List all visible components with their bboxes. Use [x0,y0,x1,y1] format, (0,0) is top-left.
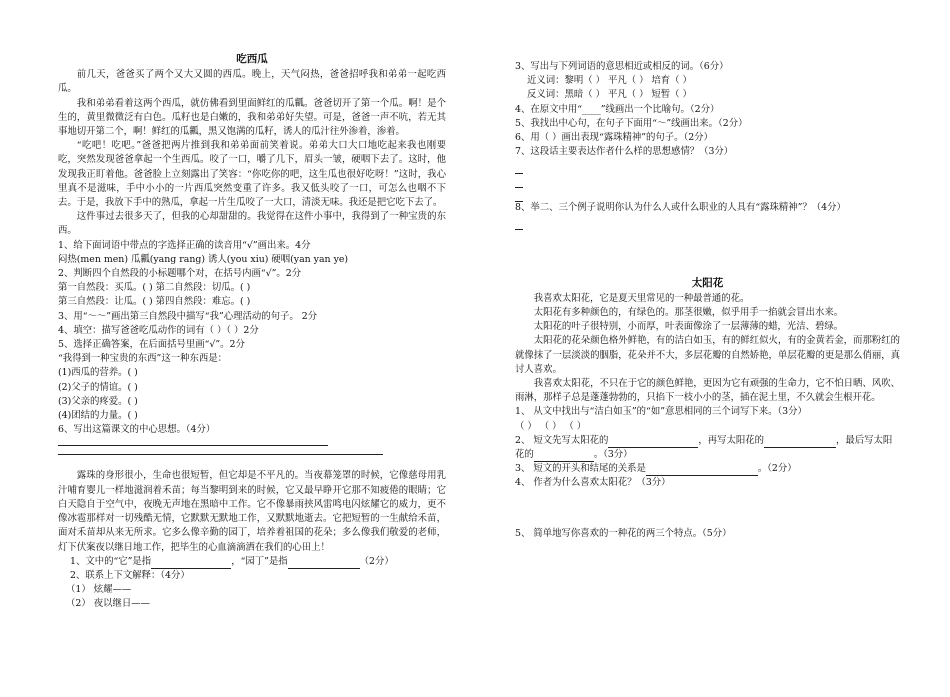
answer-blank[interactable] [151,556,231,569]
question-line: 1、文中的“它”是指 ，“园丁”是指 （2分） [58,555,446,569]
question-line: 闷热(men men) 瓜瓤(yang rang) 诱人(you xiu) 硬咽(yan yan ye) [58,253,349,265]
answer-dash[interactable] [515,173,900,187]
question-line: 反义词：黑暗（ ） 平凡（ ） 短暂（ ） [527,89,692,101]
passage3-paragraph: 太阳花的花朵颜色格外鲜艳，有的洁白如玉，有的鲜红似火，有的金黄若金，而那粉红的就像抹了一层淡淡的胭脂，花朵并不大，多层花瓣的自然娇艳，单层花瓣的更是那么俏丽，真讨人喜欢。 [515,335,900,375]
question-line: 4、填空：描写爸爸吃瓜动作的词有（ ）（ ）2分 [58,324,259,336]
question-line: 3、 短文的开头和结尾的关系是 。（2分） [515,462,900,476]
question-line: 5、选择正确答案，在后面括号里画“√”。2分 [58,339,245,351]
question-line: “我得到一种宝贵的东西”这一种东西是： [58,353,227,365]
option-line: (2)父子的情谊。( ) [58,381,138,393]
left-column [58,52,446,612]
question-line: 6、写出这篇课文的中心思想。（4分） [58,424,216,436]
right-column [515,60,900,541]
passage2-paragraph: 露珠的身形很小，生命也很短暂，但它却是不平凡的。当夜幕笼罩的时候，它像慈母用乳汁哺育婴儿一样地滋润着禾苗；每当黎明到来的时候，它又最早睁开它那不知疲倦的眼睛；它白天隐自于空气中，夜晚无声地在黑暗中工作。它不像暴雨挟风雷鸣电闪炫耀它的威力，更不像冰雹那样对一切残酷无情，它默默无默地工作，又默默地逝去。它把短暂的一生献给禾苗，面对禾苗却从来无所求。它多么像辛勤的园丁，培养着祖国的花朵；多么像我们敬爱的老师，灯下伏案夜以继日地工作，把毕生的心血滴滴洒在我们的心田上！ [58,470,446,553]
question-line: 2、判断四个自然段的小标题哪个对，在括号内画“√”。2分 [58,268,302,280]
passage3-paragraph: 我喜欢太阳花，它是夏天里常见的一种最普通的花。 [533,292,750,304]
answer-rule[interactable] [58,446,383,455]
passage-title-tai-yang-hua: 太阳花 [691,276,724,289]
question-line: 花的 。（3分） [515,448,900,462]
question-line: 8、举二、三个例子说明你认为什么人或什么职业的人具有“露珠精神”？（4分） [515,202,846,214]
passage1-paragraph: 这件事过去很多天了，但我的心却甜甜的。我觉得在这件小事中，我得到了一种宝贵的东西。 [58,211,446,237]
question-line: 1、 从文中找出与“洁白如玉”的“如”意思相同的三个词写下来。（3分） [515,406,807,418]
question-line: 2、联系上下文解释：（4分） [70,569,190,581]
option-line: (3)父亲的疼爱。( ) [58,395,138,407]
question-line: 5、我找出中心句，在句子下面用“～”线画出来。（2分） [515,117,748,129]
question-line: 4、 作者为什么喜欢太阳花？（3分） [515,477,671,489]
passage3-paragraph: 我喜欢太阳花，不只在于它的颜色鲜艳，更因为它有顽强的生命力，它不怕日晒、风吹、雨淋，那样子总是蓬蓬勃勃的，只掐下一枝小小的茎，插在泥土里，不久就会生根开花。 [515,378,900,404]
passage3-paragraph: 太阳花的叶子很特别，小而厚，叶表面像涂了一层薄薄的蜡，光洁、碧绿。 [533,321,844,333]
answer-blank[interactable] [764,435,836,448]
question-line: （2） 夜以继日—— [66,598,150,610]
question-line: （1） 炫耀—— [66,584,132,596]
question-line: 5、 简单地写你喜欢的一种花的两三个特点。（5分） [515,527,732,539]
question-line: 3、用“～～”画出第三自然段中描写“我”心理活动的句子。 2分 [58,310,318,322]
answer-blank[interactable] [534,449,594,462]
passage1-paragraph: 前几天，爸爸买了两个又大又圆的西瓜。晚上，天气闷热，爸爸招呼我和弟弟一起吃西瓜。 [58,69,446,95]
passage3-paragraph: 太阳花有多种颜色的，有绿色的。那茎很嫩，似乎用手一掐就会冒出水来。 [533,307,844,319]
question-line: 4、在原文中用“____”线画出一个比喻句。（2分） [515,103,720,115]
question-line: 2、 短文先写太阳花的 ，再写太阳花的 ，最后写太阳 [515,434,900,448]
question-line: 6、用（ ）画出表现“露珠精神”的句子。（2分） [515,132,713,144]
question-line: 7、这段话主要表达作者什么样的思想感情？（3分） [515,146,734,158]
option-line: (4)团结的力量。( ) [58,410,138,422]
option-line: (1)西瓜的营养。( ) [58,367,138,379]
answer-dash[interactable] [515,187,900,201]
answer-blank[interactable] [288,556,360,569]
passage1-paragraph: 我和弟弟看着这两个西瓜，就仿佛看到里面鲜红的瓜瓤。爸爸切开了第一个瓜。啊！是个生的，黄里微微泛有白色。瓜籽也是白嫩的，我和弟弟好失望。可是，爸爸一声不吭，若无其事地切开第二个，啊！鲜红的瓜瓤，黑又饱满的瓜籽，诱人的瓜汁往外渗着，渗着。 [58,97,446,138]
passage-title-chi-xi-gua: 吃西瓜 [236,53,268,65]
answer-blank[interactable] [608,435,698,448]
answer-blank[interactable] [646,463,758,476]
passage1-paragraph: “吃吧！吃吧。”爸爸把两片推到我和弟弟面前笑着说。弟弟大口大口地吃起来我也刚要吃，突然发现爸爸拿起一个生西瓜。咬了一口，嚼了几下，眉头一皱，硬咽下去了。这时，他发现我正盯着他。爸爸脸上立刻露出了笑容：“你吃你的吧，这生瓜也很好吃呀！”这时，我心里真不是滋味，手中小小的一片西瓜突然变重了许多。我又低头咬了一口，可怎么也咽不下去。于是，我放下手中的熟瓜，拿起一片生瓜咬了一大口，清淡无味。我还是把它吃下去了。 [58,140,446,209]
question-line: 3、写出与下列词语的意思相近或相反的词。（6分） [515,61,729,72]
answer-blanks[interactable]: （ ） （ ） （ ） [515,420,587,432]
answer-dash[interactable] [515,159,900,173]
question-line: 第一自然段：买瓜。( ) 第二自然段：切瓜。( ) [58,282,251,294]
question-line: 1、给下面词语中带点的字选择正确的读音用“√”画出来。4分 [58,239,311,251]
answer-rule[interactable] [58,437,328,446]
question-line: 第三自然段：让瓜。( ) 第四自然段：难忘。( ) [58,296,251,308]
answer-dash[interactable] [515,216,900,230]
question-line: 近义词：黎明（ ） 平凡（ ） 培育（ ） [527,75,692,87]
